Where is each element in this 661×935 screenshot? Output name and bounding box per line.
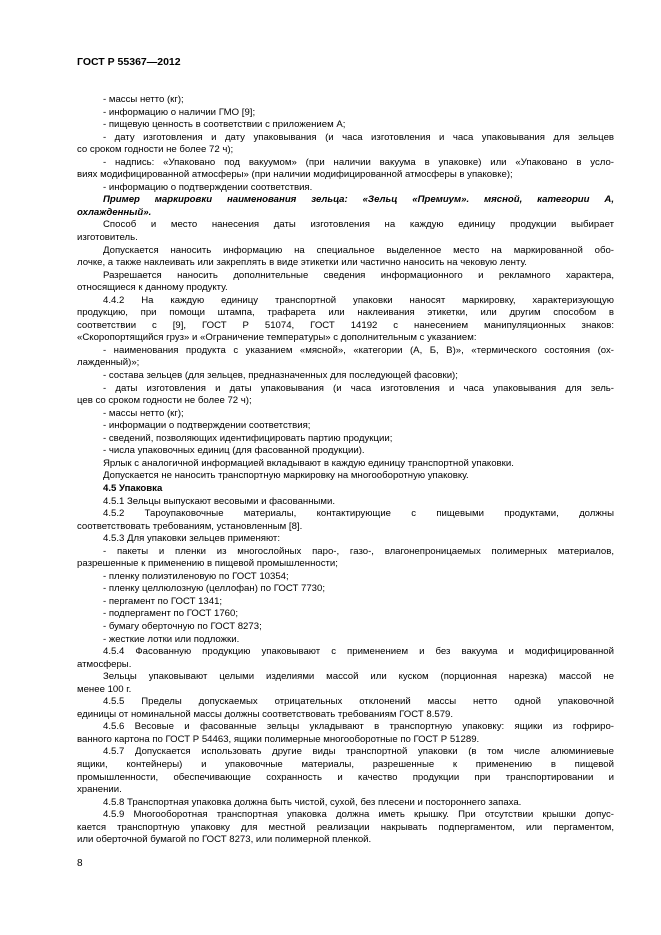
- text-line: изготовитель.: [77, 232, 138, 244]
- text-line: Допускается наносить информацию на специальное выделенное место на маркированной обо-: [103, 244, 614, 256]
- document-header: ГОСТ Р 55367—2012: [77, 56, 181, 68]
- text-line: 4.4.2 На каждую единицу транспортной упаковки наносят маркировку, характеризующую: [103, 294, 614, 306]
- text-line: - информации о подтверждении соответствия;: [103, 420, 311, 432]
- text-line: кается транспортную упаковку для местной реализации накрывать подпергаментом, или пергаментом,: [77, 821, 614, 833]
- text-line: - пакеты и пленки из многослойных паро-, газо-, влагонепроницаемых полимерных материалов,: [103, 545, 614, 557]
- text-line: атмосферы.: [77, 658, 132, 670]
- text-line: 4.5.7 Допускается использовать другие виды транспортной упаковки (в том числе алюминиевые: [103, 746, 614, 758]
- page-number: 8: [77, 858, 83, 869]
- text-line: ванного картона по ГОСТ Р 54463, ящики полимерные многооборотные по ГОСТ Р 51289.: [77, 733, 480, 745]
- text-line: хранении.: [77, 784, 122, 796]
- text-line: - наименования продукта с указанием «мясной», «категории (А, Б, В)», «термического состояния (ох-: [103, 344, 614, 356]
- text-line: Ярлык с аналогичной информацией вкладывают в каждую единицу транспортной упаковки.: [103, 457, 514, 469]
- text-line: продукцию, при помощи штампа, трафарета или наклеивания этикетки, или другим способом в: [77, 307, 614, 319]
- text-line: - пленку целлюлозную (целлофан) по ГОСТ 7730;: [103, 583, 326, 595]
- text-line: лочке, а также наклеивать или закреплять в виде этикетки или частично наносить на чековую ленту.: [77, 257, 527, 269]
- text-line: 4.5.2 Тароупаковочные материалы, контактирующие с пищевыми продуктами, должны: [103, 508, 614, 520]
- text-line: - пленку полиэтиленовую по ГОСТ 10354;: [103, 570, 289, 582]
- text-line: промышленности, обеспечивающие сохранность и качество продукции при транспортировании и: [77, 771, 614, 783]
- text-line: 4.5.9 Многооборотная транспортная упаковка должна иметь крышку. При отсутствии крышки допус-: [103, 809, 614, 821]
- text-line: - жесткие лотки или подложки.: [103, 633, 240, 645]
- text-line: - состава зельцев (для зельцев, предназначенных для последующей фасовки);: [103, 370, 458, 382]
- text-line: Способ и место нанесения даты изготовления на каждую единицу продукции выбирает: [103, 219, 614, 231]
- text-line: 4.5 Упаковка: [103, 482, 163, 494]
- text-line: цев со сроком годности не более 72 ч);: [77, 395, 252, 407]
- text-line: - массы нетто (кг);: [103, 407, 184, 419]
- text-line: - массы нетто (кг);: [103, 94, 184, 105]
- text-line: - информацию о наличии ГМО [9];: [103, 106, 256, 118]
- text-line: - бумагу оберточную по ГОСТ 8273;: [103, 620, 262, 632]
- text-line: 4.5.4 Фасованную продукцию упаковывают с применением и без вакуума и модифицированной: [103, 646, 614, 658]
- text-line: 4.5.1 Зельцы выпускают весовыми и фасованными.: [103, 495, 336, 507]
- text-line: - подпергамент по ГОСТ 1760;: [103, 608, 239, 620]
- text-line: разрешенные к применению в пищевой промышленности;: [77, 558, 338, 570]
- text-line: менее 100 г.: [77, 683, 132, 695]
- text-line: - даты изготовления и даты упаковывания (и часа изготовления и часа упаковывания для зель-: [103, 382, 614, 394]
- text-line: единицы от номинальной массы должны соответствовать требованиям ГОСТ 8.579.: [77, 708, 454, 720]
- text-line: - дату изготовления и дату упаковывания (и часа изготовления и часа упаковывания для зельцев: [103, 131, 614, 143]
- text-line: лажденный)»;: [77, 357, 140, 369]
- text-line: «Скоропортящийся груз» и «Ограничение температуры» с дополнительным с указанием:: [77, 332, 477, 344]
- text-line: охлажденный».: [77, 206, 152, 218]
- text-line: 4.5.5 Пределы допускаемых отрицательных отклонений массы нетто одной упаковочной: [103, 696, 614, 708]
- text-line: 4.5.8 Транспортная упаковка должна быть чистой, сухой, без плесени и постороннего запаха.: [103, 796, 522, 808]
- text-line: - числа упаковочных единиц (для фасованной продукции).: [103, 445, 365, 457]
- text-line: Зельцы упаковывают целыми изделиями массой или куском (порционная нарезка) массой не: [103, 671, 614, 683]
- text-line: - пергамент по ГОСТ 1341;: [103, 595, 223, 607]
- text-line: ящики, контейнеры) и упаковочные материалы, разрешенные к применению в пищевой: [77, 758, 614, 770]
- text-line: 4.5.6 Весовые и фасованные зельцы укладывают в транспортную упаковку: ящики из гофриро-: [103, 721, 614, 733]
- text-line: Допускается не наносить транспортную маркировку на многооборотную упаковку.: [103, 470, 469, 482]
- text-line: - информацию о подтверждении соответствия.: [103, 181, 313, 193]
- text-line: виях модифицированной атмосферы» (при наличии модифицированной атмосферы в упаковке);: [77, 169, 513, 181]
- text-line: соответствовать требованиям, установленным [8].: [77, 520, 303, 532]
- text-line: Пример маркировки наименования зельца: «Зельц «Премиум». мясной, категории А,: [103, 194, 614, 206]
- text-line: 4.5.3 Для упаковки зельцев применяют:: [103, 533, 280, 545]
- text-line: Разрешается наносить дополнительные сведения информационного и рекламного характера,: [103, 269, 614, 281]
- text-line: относящиеся к данному продукту.: [77, 282, 228, 294]
- text-line: соответствии с [9], ГОСТ Р 51074, ГОСТ 14192 с нанесением манипуляционных знаков:: [77, 319, 614, 331]
- document-body: [77, 94, 614, 847]
- text-line: - надпись: «Упаковано под вакуумом» (при наличии вакуума в упаковке) или «Упаковано в усло-: [103, 156, 614, 168]
- text-line: - сведений, позволяющих идентифицировать партию продукции;: [103, 432, 393, 444]
- text-line: со сроком годности не более 72 ч);: [77, 144, 234, 156]
- text-line: - пищевую ценность в соответствии с приложением А;: [103, 119, 346, 131]
- text-line: или оберточной бумагой по ГОСТ 8273, или полимерной пленкой.: [77, 834, 372, 846]
